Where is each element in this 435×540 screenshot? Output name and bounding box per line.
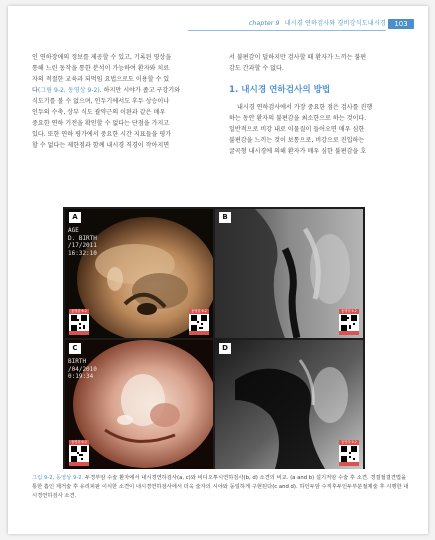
qr-title-d: 동영상 9-2 — [339, 440, 359, 445]
qr-title-c: 동영상 9-2 — [69, 440, 89, 445]
page-header — [8, 18, 428, 30]
left-line-6: 인두의 수축, 상부 식도 괄약근의 이완과 같은 매우 — [32, 109, 166, 116]
left-line-8: 있다. 또한 연하 평가에서 중요한 시간 지표들을 평가 — [32, 131, 172, 138]
chapter-label: chapter 9 — [248, 20, 280, 27]
ref-prefix: 다 — [32, 87, 38, 94]
right-intro-2: 감도 간과할 수 없다. — [229, 65, 284, 72]
qr-code-a[interactable] — [69, 309, 89, 335]
panel-label-c: C — [69, 343, 81, 354]
qr-foot-b — [339, 331, 359, 335]
page-number: 103 — [388, 19, 414, 29]
header-rule — [188, 30, 386, 31]
panel-label-a: A — [69, 212, 81, 223]
qr-title-b: 동영상 9-2 — [339, 309, 359, 314]
qr-foot-a2 — [189, 331, 209, 335]
caption-text: 두경부암 수술 환자에서 내시경연하검사(a, c)와 비디오투시연하검사(b, d) 소견의 비교. (a and b) 설기저암 수술 후 소견. 경결절결견법을 통한 흡인 제거술 후 유리피판 이식한 소견이 내시경연하검사에서 더욱 술자의 시야와 동일하게 구현된다(c and d). 하인두암 수직후두인두부분절제술 후 시행한 내시경연하검사 소견. — [32, 475, 409, 499]
section-heading: 1. 내시경 연하검사의 방법 — [229, 85, 331, 95]
qr-title-a2: 동영상 9-2 — [189, 309, 209, 314]
panel-a-endoscopy-image — [65, 209, 213, 338]
qr-code-icon — [341, 315, 357, 331]
right-column — [229, 52, 407, 157]
left-line-9: 할 수 없다는 제한점과 함께 내시경 직경이 작아지면 — [32, 142, 170, 149]
panel-b-videofluoroscopy-image — [215, 209, 363, 338]
qr-foot-c — [69, 462, 89, 466]
qr-code-icon — [71, 315, 87, 331]
left-line-5: 식도기를 볼 수 없으며, 인두기에서도 후두 상승이나 — [32, 98, 170, 105]
qr-code-icon — [191, 315, 207, 331]
left-line-1: 인 연하장애의 정보를 제공할 수 있고, 기록된 영상을 — [32, 54, 172, 61]
panel-c-endoscopy-image — [65, 340, 213, 469]
right-para-1: 내시경 연하검사에서 가장 중요한 점은 검사를 진행 — [237, 104, 373, 111]
left-line-7: 중요한 연하 기전을 확인할 수 없다는 단점을 가지고 — [32, 120, 170, 127]
qr-code-a2[interactable] — [189, 309, 209, 335]
qr-title-a: 동영상 9-2 — [69, 309, 89, 314]
left-line-2: 통해 느린 동작을 통한 분석이 가능하여 환자와 치료 — [32, 65, 170, 72]
right-para-5: 굴곡형 내시경에 의해 환자가 매우 심한 불편감을 호 — [229, 148, 367, 155]
caption-label: 그림 9-2, 동영상 9-2. — [32, 475, 84, 481]
panel-d-videofluoroscopy-image — [215, 340, 363, 469]
left-line-3: 자의 적절한 교육과 되먹임 요법으로도 이용할 수 있 — [32, 76, 170, 83]
panel-label-d: D — [219, 343, 231, 354]
qr-code-d[interactable] — [339, 440, 359, 466]
qr-code-icon — [341, 446, 357, 462]
figure-caption — [32, 474, 412, 501]
qr-code-c[interactable] — [69, 440, 89, 466]
panel-c-overlay-text: BIRTH /04/2010 0:19:34 — [68, 358, 97, 380]
header-text — [249, 18, 386, 30]
figure-9-2 — [63, 207, 365, 469]
left-column — [32, 52, 216, 151]
panel-a-overlay-text: AGE D. BIRTH /17/2011 16:32:10 — [68, 227, 97, 257]
qr-code-icon — [71, 446, 87, 462]
right-para-3: 일반적으로 비강 내로 이물질이 들어오면 매우 심한 — [229, 126, 365, 133]
right-intro-1: 서 불편감이 덜하지만 검사할 때 환자가 느끼는 불편 — [229, 54, 367, 61]
right-para-4: 불편감을 느끼는 것이 보통으로, 비강으로 진입하는 — [229, 137, 365, 144]
ref-suffix: . 하지만 시야가 좁고 구강기와 — [99, 87, 181, 94]
panel-label-b: B — [219, 212, 231, 223]
qr-foot-d — [339, 462, 359, 466]
right-para-2: 하는 동안 환자의 불편감을 최소한으로 하는 것이다. — [229, 115, 367, 122]
chapter-title: 내시경 연하검사와 경비강식도내시경 — [284, 20, 386, 27]
left-line-ref — [32, 85, 216, 96]
figure-reference-link[interactable]: (그림 9-2, 동영상 9-2) — [37, 87, 100, 94]
book-page — [8, 6, 428, 534]
qr-code-b[interactable] — [339, 309, 359, 335]
qr-foot-a — [69, 331, 89, 335]
